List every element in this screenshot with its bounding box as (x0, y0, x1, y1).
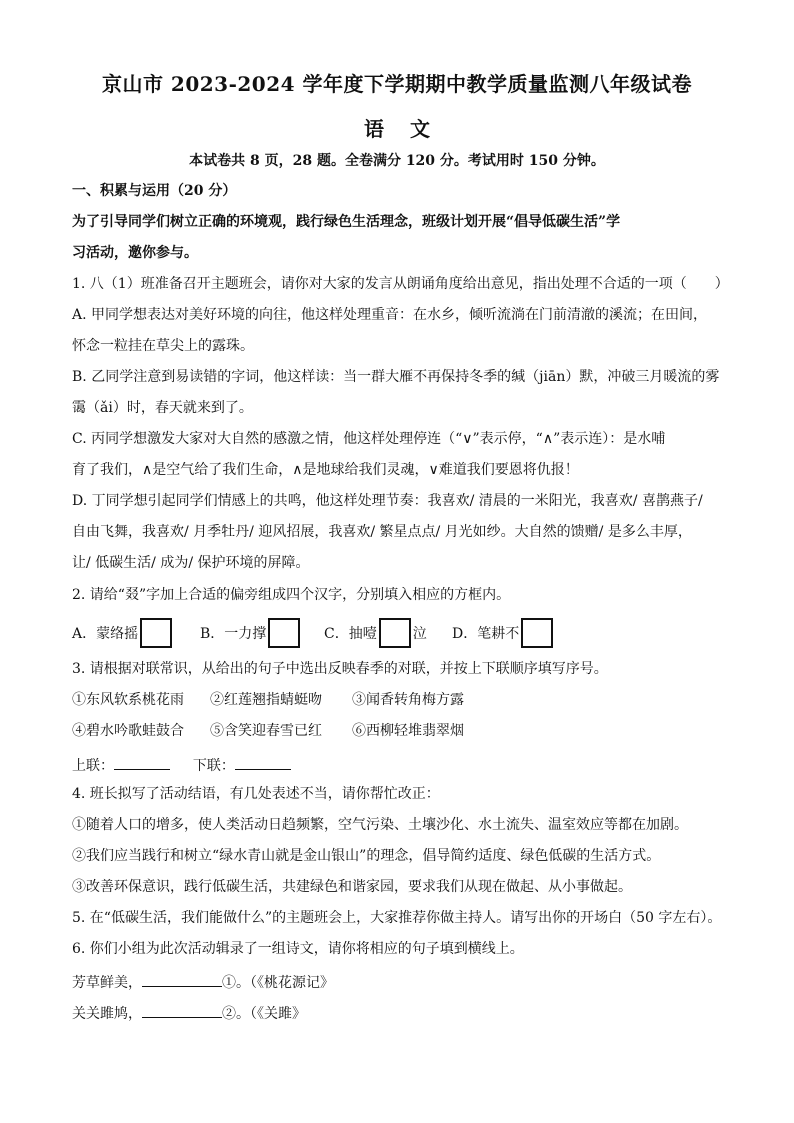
subject-title: 语文 (364, 117, 456, 141)
q2-option-c (324, 616, 427, 650)
q2-option-b (200, 616, 302, 650)
q1-option-d-line1: D. 丁同学想引起同学们情感上的共鸣，他这样处理节奏：我喜欢/ 清晨的一米阳光，我喜欢/ 喜鹊燕子/ (72, 493, 703, 509)
q2-option-d (452, 616, 555, 650)
q3-couplet-2: ②红莲翘指蜻蜓吻 (210, 692, 322, 708)
q1-option-c-line2: 育了我们，∧是空气给了我们生命，∧是地球给我们灵魂，∨难道我们要恩将仇报！ (72, 462, 579, 478)
q6-blank-1[interactable] (142, 970, 222, 987)
section-heading: 一、积累与运用（20 分） (72, 183, 237, 199)
q2-option-c-label: C．抽噎 (324, 626, 377, 642)
q4-sentence-3: ③改善环保意识，践行低碳生活，共建绿色和谐家园，要求我们从现在做起、从小事做起。 (72, 879, 632, 895)
q3-couplet-1: ①东风软系桃花雨 (72, 692, 184, 708)
q4-stem: 4. 班长拟写了活动结语，有几处表述不当，请你帮忙改正： (72, 786, 440, 802)
q6-line-1 (72, 970, 334, 993)
q1-option-b-line2: 霭（ǎi）时，春天就来到了。 (72, 400, 253, 416)
q6-stem: 6. 你们小组为此次活动辑录了一组诗文，请你将相应的句子填到横线上。 (72, 941, 524, 957)
q4-sentence-1: ①随着人口的增多，使人类活动日趋频繁，空气污染、土壤沙化、水土流失、温室效应等都在加剧。 (72, 817, 688, 833)
q3-lower-label: 下联： (192, 758, 235, 774)
q1-option-a-line2: 怀念一粒挂在草尖上的露珠。 (72, 338, 254, 354)
intro-line-1: 为了引导同学们树立正确的环境观，践行绿色生活理念，班级计划开展“倡导低碳生活”学 (72, 214, 621, 230)
q2-answer-box-d[interactable] (521, 618, 553, 648)
q4-sentence-2: ②我们应当践行和树立“绿水青山就是金山银山”的理念，倡导简约适度、绿色低碳的生活方式。 (72, 848, 661, 864)
q3-upper-label: 上联： (72, 758, 114, 774)
q3-couplet-3: ③闻香转角梅方露 (352, 692, 464, 708)
q6-line-1-prefix: 芳草鲜美， (72, 975, 142, 991)
q6-blank-2[interactable] (142, 1001, 222, 1018)
q2-option-a-label: A．蒙络摇 (72, 626, 139, 642)
exam-note: 本试卷共 8 页，28 题。全卷满分 120 分。考试用时 150 分钟。 (189, 153, 605, 169)
q2-answer-box-a[interactable] (140, 618, 172, 648)
q2-answer-box-b[interactable] (268, 618, 300, 648)
q6-line-1-suffix: ①。（《桃花源记》 (222, 975, 334, 991)
q1-option-b-line1: B. 乙同学注意到易读错的字词，他这样读：当一群大雁不再保持冬季的缄（jiān）默，冲破三月暖流的雾 (72, 369, 720, 385)
q3-lower-blank[interactable] (235, 753, 291, 770)
q6-line-2-suffix: ②。（《关雎》 (222, 1006, 306, 1022)
q2-option-c-suffix: 泣 (412, 626, 427, 642)
q3-couplet-6: ⑥西柳轻堆翡翠烟 (352, 723, 464, 739)
q1-option-a-line1: A. 甲同学想表达对美好环境的向往，他这样处理重音：在水乡，倾听流淌在门前清澈的溪流；在田间， (72, 307, 708, 323)
q2-options (72, 616, 722, 652)
exam-title: 京山市 2023-2024 学年度下学期期中教学质量监测八年级试卷 (101, 72, 693, 96)
q2-stem: 2. 请给“叕”字加上合适的偏旁组成四个汉字，分别填入相应的方框内。 (72, 587, 511, 603)
intro-line-2: 习活动，邀你参与。 (72, 245, 198, 261)
q2-option-a (72, 616, 174, 650)
q5-stem: 5. 在“低碳生活，我们能做什么”的主题班会上，大家推荐你做主持人。请写出你的开场白（50 字左右）。 (72, 910, 722, 926)
q3-upper-blank[interactable] (114, 753, 170, 770)
q3-couplet-4: ④碧水吟歌蛙鼓合 (72, 723, 184, 739)
q1-option-d-line2: 自由飞舞，我喜欢/ 月季牡丹/ 迎风招展，我喜欢/ 繁星点点/ 月光如纱。大自然的馈赠/ 是多么丰厚， (72, 524, 692, 540)
q3-stem: 3. 请根据对联常识，从给出的句子中选出反映春季的对联，并按上下联顺序填写序号。 (72, 661, 608, 677)
q1-stem: 1. 八（1）班准备召开主题班会，请你对大家的发言从朗诵角度给出意见，指出处理不合适的一项（ ） (72, 276, 729, 292)
q1-option-c-line1: C. 丙同学想激发大家对大自然的感激之情，他这样处理停连（“∨”表示停，“∧”表示连）：是水哺 (72, 431, 666, 447)
q2-option-b-label: B．一力撑 (200, 626, 267, 642)
q3-answer-row (72, 753, 291, 776)
q1-option-d-line3: 让/ 低碳生活/ 成为/ 保护环境的屏障。 (72, 555, 310, 571)
q2-answer-box-c[interactable] (379, 618, 411, 648)
q2-option-d-label: D．笔耕不 (452, 626, 520, 642)
q3-couplet-5: ⑤含笑迎春雪已红 (210, 723, 322, 739)
q6-line-2 (72, 1001, 306, 1024)
q6-line-2-prefix: 关关雎鸠， (72, 1006, 142, 1022)
